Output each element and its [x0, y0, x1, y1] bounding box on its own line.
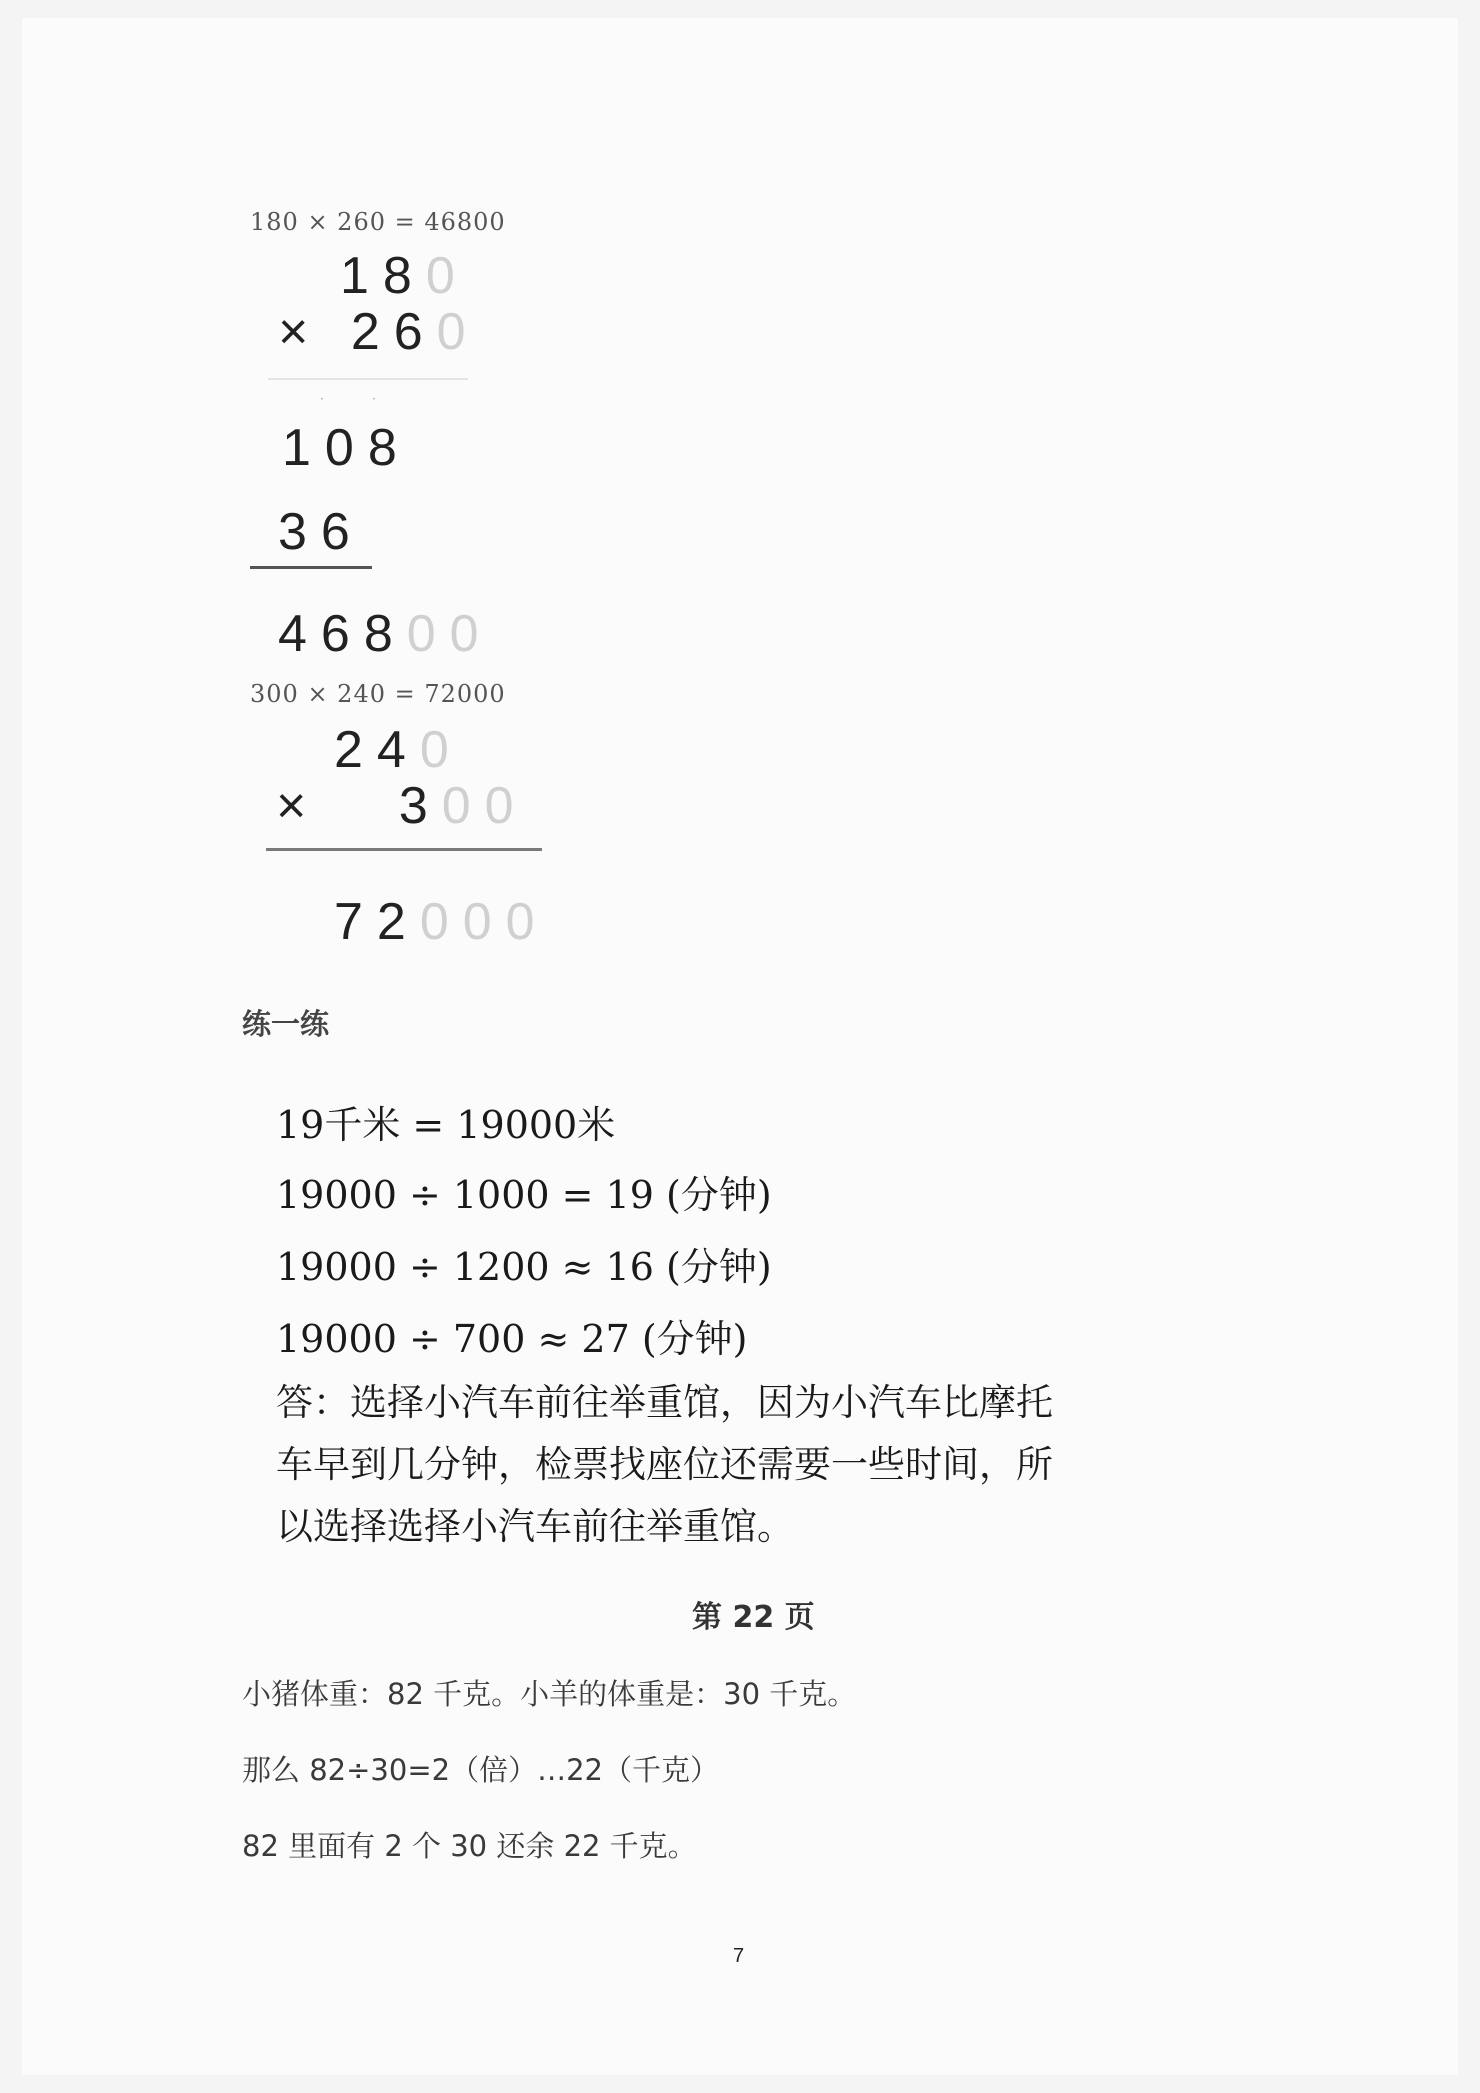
page-title: 第 22 页	[692, 1600, 815, 1635]
calc2-row1-digits: 24	[334, 721, 420, 779]
calc1-sum-line	[250, 566, 372, 569]
calc1-result	[278, 604, 493, 664]
calc2-row2-digits: 3	[398, 777, 442, 835]
calc1-row2-digits: 26	[350, 303, 437, 361]
calc2-result	[334, 892, 549, 952]
calc2-line	[266, 848, 542, 851]
calc1-partial2: 36	[278, 503, 364, 561]
calc1-row1	[340, 246, 469, 306]
practice-heading: 练一练	[242, 1007, 330, 1041]
calc1-result-faded: 00	[406, 605, 493, 663]
calc2-row2-faded: 00	[441, 777, 528, 835]
calc1-row1-faded: 0	[425, 247, 469, 305]
body-line: 82 里面有 2 个 30 还余 22 千克。	[242, 1829, 697, 1863]
multiply-sign: ×	[278, 303, 323, 361]
calc1-header: 180 × 260 = 46800	[250, 208, 506, 236]
calc1-row2	[278, 302, 480, 362]
math-line: 19000 ÷ 1200 ≈ 16 (分钟)	[276, 1245, 772, 1289]
calc2-header: 300 × 240 = 72000	[250, 680, 506, 708]
calc1-result-digits: 468	[278, 605, 407, 663]
math-line: 19000 ÷ 700 ≈ 27 (分钟)	[276, 1317, 748, 1361]
calc1-row1-digits: 18	[340, 247, 426, 305]
calc1-partial1: 108	[282, 419, 411, 477]
page-number: 7	[733, 1945, 745, 1967]
document-page	[22, 18, 1458, 2075]
math-line: 19000 ÷ 1000 = 19 (分钟)	[276, 1173, 772, 1217]
math-line: 19千米 = 19000米	[276, 1103, 616, 1147]
answer-line: 以选择选择小汽车前往举重馆。	[276, 1505, 794, 1548]
body-line: 小猪体重：82 千克。小羊的体重是：30 千克。	[242, 1677, 857, 1711]
multiply-sign: ×	[276, 777, 321, 835]
calc1-faded-line	[268, 378, 468, 380]
answer-line: 答：选择小汽车前往举重馆，因为小汽车比摩托	[276, 1381, 1053, 1424]
body-line: 那么 82÷30=2（倍）…22（千克）	[242, 1753, 719, 1787]
calc2-row1-faded: 0	[419, 721, 463, 779]
calc2-result-digits: 72	[334, 893, 420, 951]
carry-mark: ·	[320, 392, 324, 406]
calc1-row2-faded: 0	[436, 303, 480, 361]
calc2-row2	[276, 776, 528, 836]
calc2-row1	[334, 720, 463, 780]
calc2-result-faded: 000	[419, 893, 549, 951]
carry-mark: ·	[372, 392, 376, 406]
answer-line: 车早到几分钟，检票找座位还需要一些时间，所	[276, 1443, 1053, 1486]
